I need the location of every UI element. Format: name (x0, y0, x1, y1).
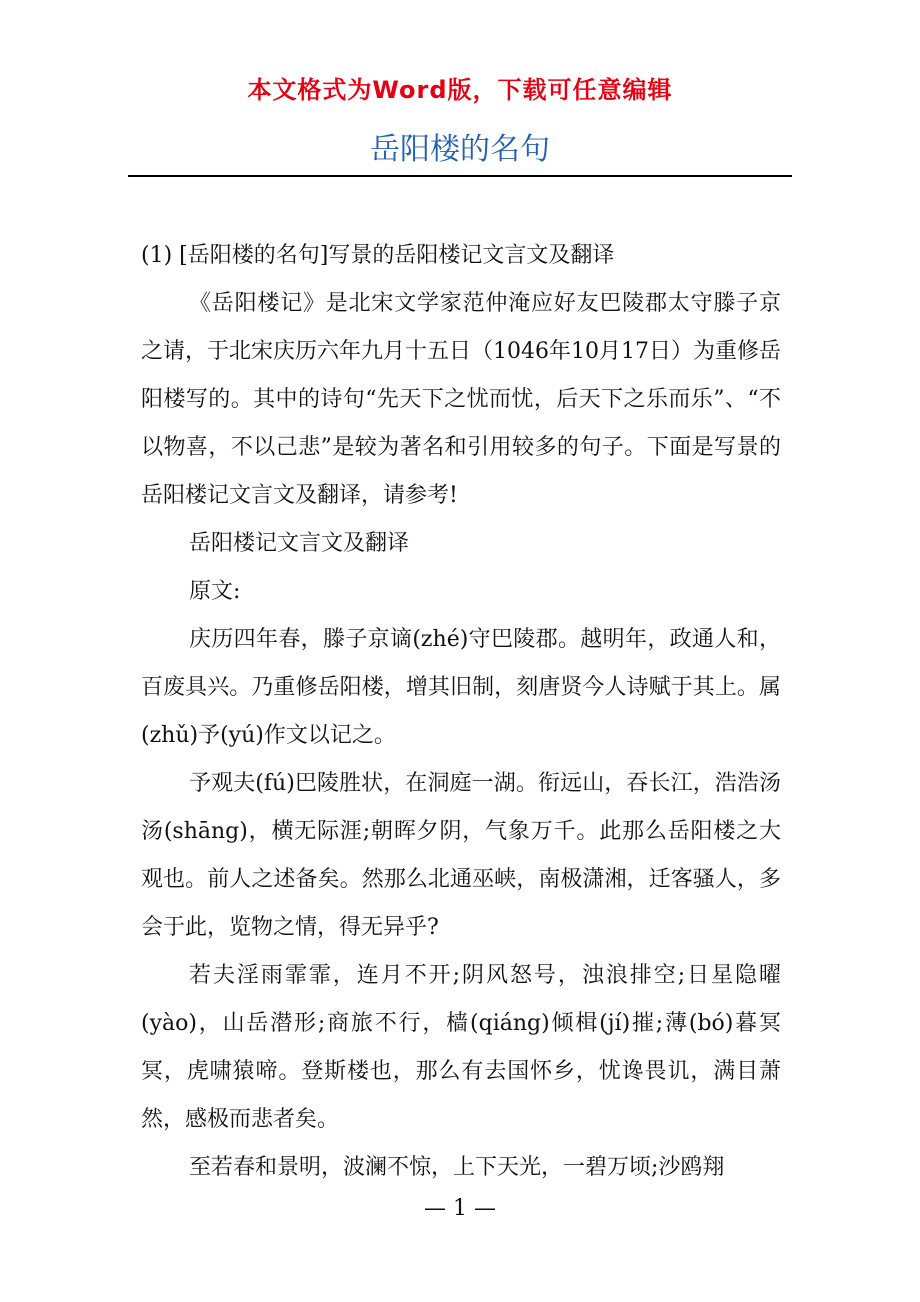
paragraph-intro: 《岳阳楼记》是北宋文学家范仲淹应好友巴陵郡太守滕子京之请，于北宋庆历六年九月十五日（1046年10月17日）为重修岳阳楼写的。其中的诗句“先天下之忧而忧，后天下之乐而乐”、“不以物喜，不以己悲”是较为著名和引用较多的句子。下面是写景的岳阳楼记文言文及翻译，请参考! (141, 291, 781, 508)
paragraph-text-1: 庆历四年春，滕子京谪(zhé)守巴陵郡。越明年，政通人和，百废具兴。乃重修岳阳楼，增其旧制，刻唐贤今人诗赋于其上。属(zhǔ)予(yú)作文以记之。 (141, 627, 781, 748)
title-underline (128, 175, 792, 177)
paragraph-original-label: 原文: (189, 579, 241, 604)
paragraph-heading: (1) [岳阳楼的名句]写景的岳阳楼记文言文及翻译 (141, 243, 615, 268)
document-body (141, 232, 781, 1192)
paragraph-text-2: 予观夫(fú)巴陵胜状，在洞庭一湖。衔远山，吞长江，浩浩汤汤(shāng)，横无际涯;朝晖夕阴，气象万千。此那么岳阳楼之大观也。前人之述备矣。然那么北通巫峡，南极潇湘，迁客骚人，多会于此，览物之情，得无异乎? (141, 771, 781, 940)
page-title: 岳阳楼的名句 (370, 132, 550, 167)
paragraph-text-3: 若夫淫雨霏霏，连月不开;阴风怒号，浊浪排空;日星隐曜(yào)，山岳潜形;商旅不行，樯(qiáng)倾楫(jí)摧;薄(bó)暮冥冥，虎啸猿啼。登斯楼也，那么有去国怀乡，忧谗畏讥，满目萧然，感极而悲者矣。 (141, 963, 781, 1132)
page-number: — 1 — (424, 1196, 496, 1221)
format-notice-banner: 本文格式为Word版，下载可任意编辑 (247, 76, 673, 104)
paragraph-subtitle: 岳阳楼记文言文及翻译 (189, 531, 410, 556)
paragraph-text-4: 至若春和景明，波澜不惊，上下天光，一碧万顷;沙鸥翔 (189, 1155, 725, 1180)
